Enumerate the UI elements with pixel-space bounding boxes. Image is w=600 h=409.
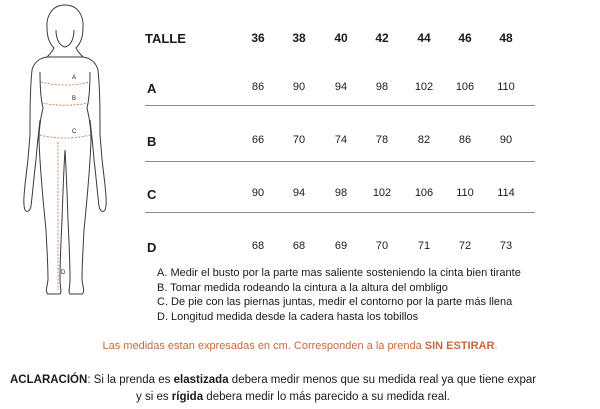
clarification-text: debera medir menos que su medida real ya que tiene expar (228, 374, 537, 386)
header-label: TALLE (145, 31, 186, 46)
units-end: . (494, 340, 498, 352)
row-label: A (147, 81, 157, 96)
size-header: 44 (417, 31, 431, 45)
size-header: 42 (375, 31, 389, 45)
body-measurement-figure (0, 0, 130, 300)
table-cell: 90 (292, 81, 306, 93)
clarification-text: : Si la prenda es (87, 374, 174, 386)
figure-label-c: C (72, 129, 77, 135)
row-divider (145, 212, 535, 213)
clarification-label: ACLARACIÓN (10, 374, 88, 386)
size-header: 40 (334, 31, 348, 45)
table-cell: 98 (334, 187, 348, 199)
units-note (0, 340, 600, 352)
table-cell: 70 (375, 240, 389, 252)
table-cell: 94 (292, 187, 306, 199)
table-cell: 110 (456, 187, 474, 199)
body-silhouette-icon (0, 0, 130, 300)
row-label: D (147, 240, 157, 255)
table-cell: 70 (292, 134, 306, 146)
table-cell: 78 (375, 134, 389, 146)
clarification-line-1 (10, 372, 536, 389)
note-c: C. De pie con las piernas juntas, medir el contorno por la parte más llena (157, 296, 513, 309)
table-cell: 94 (334, 81, 348, 93)
table-cell: 106 (414, 187, 434, 199)
clarification-emphasis: elastizada (173, 374, 229, 386)
table-cell: 98 (375, 81, 389, 93)
measurement-notes (157, 266, 521, 324)
table-cell: 90 (251, 187, 265, 199)
clarification (10, 372, 536, 406)
row-label: C (147, 187, 157, 202)
table-cell: 71 (417, 240, 431, 252)
clarification-text: y si es (136, 391, 172, 403)
size-header: 36 (251, 31, 265, 45)
figure-label-d: D (61, 270, 66, 276)
clarification-emphasis: rígida (171, 391, 204, 403)
units-text: Las medidas estan expresadas en cm. Corresponden a la prenda (102, 340, 425, 352)
table-cell: 72 (458, 240, 472, 252)
size-header: 48 (499, 31, 513, 45)
note-d: D. Longitud medida desde la cadera hasta los tobillos (157, 310, 419, 323)
clarification-line-2 (10, 389, 536, 406)
table-cell: 66 (251, 134, 265, 146)
table-cell: 102 (414, 81, 434, 93)
table-cell: 82 (417, 134, 431, 146)
size-header: 46 (458, 31, 472, 45)
table-cell: 73 (499, 240, 513, 252)
table-cell: 86 (458, 134, 472, 146)
table-cell: 114 (497, 187, 515, 199)
figure-label-b: B (72, 96, 77, 102)
row-divider (145, 161, 535, 162)
size-header: 38 (292, 31, 306, 45)
table-cell: 86 (251, 81, 265, 93)
note-a: A. Medir el busto por la parte mas saliente sosteniendo la cinta bien tirante (157, 267, 521, 279)
table-cell: 106 (455, 81, 475, 93)
table-cell: 68 (251, 240, 265, 252)
table-cell: 74 (334, 134, 348, 146)
row-divider (145, 105, 535, 106)
clarification-text: debera medir lo más parecido a su medida real. (203, 391, 450, 403)
units-emphasis: SIN ESTIRAR (424, 340, 495, 352)
table-cell: 69 (334, 240, 348, 252)
table-cell: 102 (372, 187, 392, 199)
table-cell: 68 (292, 240, 306, 252)
note-b: B. Tomar medida rodeando la cintura a la altura del ombligo (157, 281, 448, 294)
table-cell: 90 (499, 134, 513, 146)
figure-label-a: A (72, 75, 77, 81)
row-label: B (147, 134, 157, 149)
table-cell: 110 (497, 81, 515, 93)
